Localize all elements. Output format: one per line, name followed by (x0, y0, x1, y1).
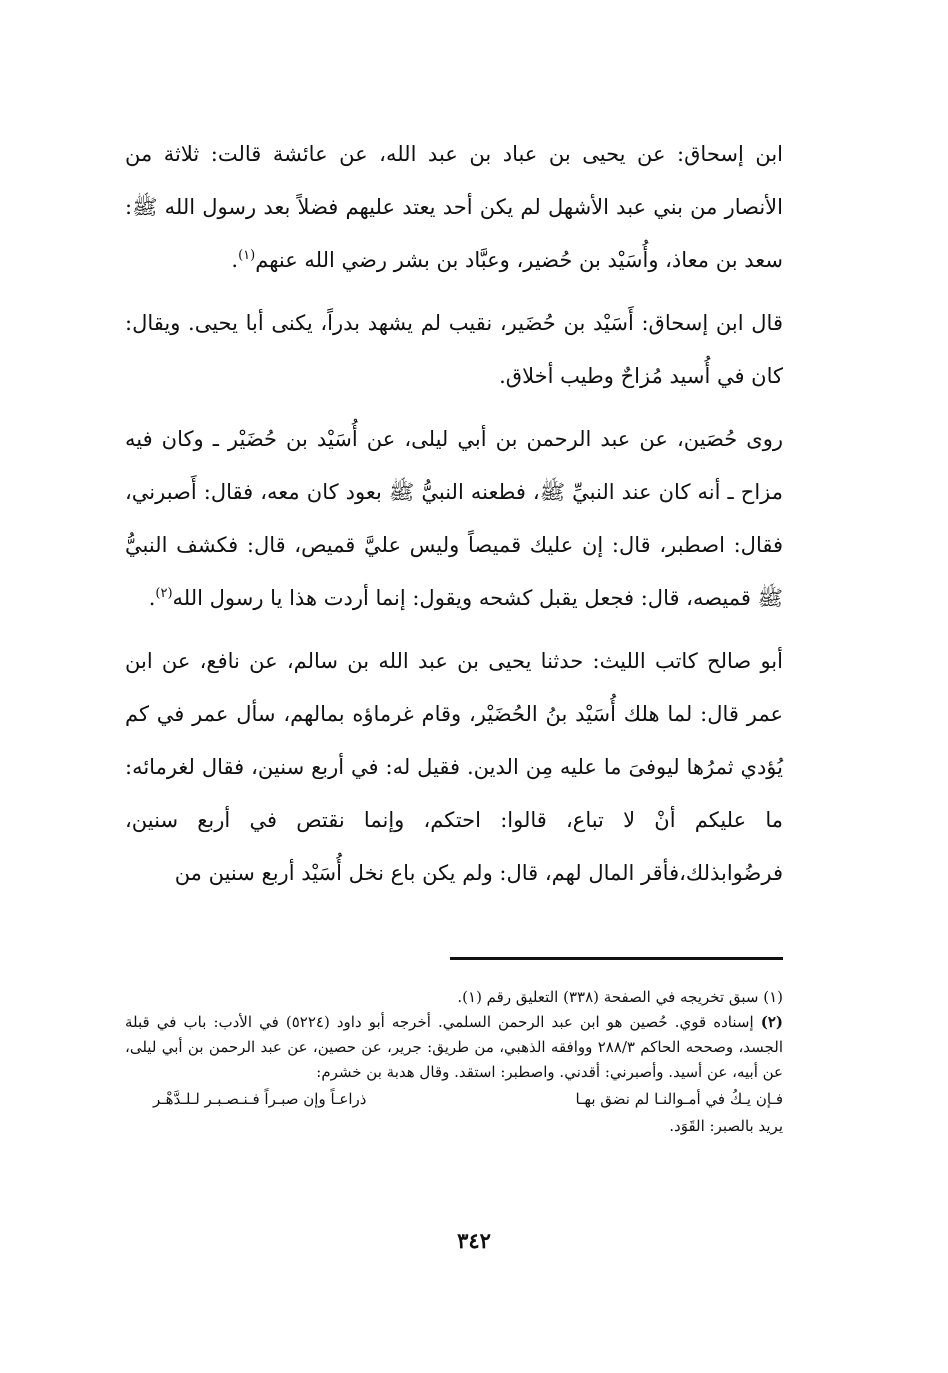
footnote-2-ending: يريد بالصبر: القَوَد. (669, 1117, 783, 1135)
page-number: ٣٤٢ (457, 1228, 491, 1253)
footnote-reference: (٢) (155, 586, 173, 601)
footnote-divider (450, 957, 783, 960)
paragraph (125, 297, 783, 403)
paragraph-text: قال ابن إسحاق: أَسَيْد بن حُضَير، نقيب لم يشهد بدراً، يكنى أبا يحيى. ويقال: كان في أُسيد مُزاحٌ وطيب أخلاق. (125, 311, 783, 388)
footnote-2-text: إسناده قوي. حُصين هو ابن عبد الرحمن السلمي. أخرجه أبو داود (٥٢٢٤) في الأدب: باب في قبلة الجسد، وصححه الحاكم ٢٨٨/٣ ووافقه الذهبي، من طريق: جرير، عن حصين، عن عبد الرحمن بن أبي ليلى، عن أبيه، عن أسيد. وأصبرني: أقدني. واصطبر: استقد. وقال هدبة بن خشرم: (125, 1013, 783, 1081)
page-body (125, 128, 783, 900)
paragraph (125, 128, 783, 287)
verse-first-hemistich: فـإن يـكُ في أمـوالنـا لم نضق بهـا (575, 1090, 783, 1108)
paragraph (125, 635, 783, 900)
footnote-2 (125, 1010, 783, 1085)
paragraph-text: أبو صالح كاتب الليث: حدثنا يحيى بن عبد الله بن سالم، عن نافع، عن ابن عمر قال: لما هلك أُسَيْد بنُ الحُضَيْر، وقام غرماؤه بمالهم، سأل عمر في كم يُؤدي ثمرُها ليوفىَ ما عليه مِن الدين. فقيل له: في أربع سنين، فقال لغرمائه: ما عليكم أنْ لا تباع، قالوا: احتكم، وإنما نقتص في أربع سنين، فرضُوابذلك،فأقر المال لهم، قال: ولم يكن باع نخل أُسَيْد أربع سنين من (125, 649, 783, 885)
paragraph-tail: . (148, 586, 156, 610)
verse-second-hemistich: ذراعـاً وإن صبـراً فـنـصـبـر لـلـدَّهْـر (153, 1090, 367, 1108)
paragraph-text: روى حُصَين، عن عبد الرحمن بن أبي ليلى، عن أُسَيْد بن حُضَيْر ـ وكان فيه مزاح ـ أنه كان عند النبيِّ ﷺ، فطعنه النبيُّ ﷺ بعود كان معه، فقال: أَصبرني، فقال: اصطبر، قال: إن عليك قميصاً وليس عليَّ قميص، قال: فكشف النبيُّ ﷺ قميصه، قال: فجعل يقبل كشحه ويقول: إنما أردت هذا يا رسول الله (125, 427, 783, 610)
paragraph-text: ابن إسحاق: عن يحيى بن عباد بن عبد الله، عن عائشة قالت: ثلاثة من الأنصار من بني عبد الأشهل لم يكن أحد يعتد عليهم فضلاً بعد رسول الله ﷺ: سعد بن معاذ، وأُسَيْد بن حُضير، وعبَّاد بن بشر رضي الله عنهم (125, 142, 783, 272)
footnotes (125, 985, 783, 1139)
footnote-reference: (١) (238, 248, 256, 263)
poem-verse (125, 1087, 783, 1112)
paragraph (125, 413, 783, 625)
footnote-2-number: (٢) (760, 1013, 783, 1031)
footnote-1: (١) سبق تخريجه في الصفحة (٣٣٨) التعليق رقم (١). (457, 988, 783, 1006)
paragraph-tail: . (231, 248, 239, 272)
